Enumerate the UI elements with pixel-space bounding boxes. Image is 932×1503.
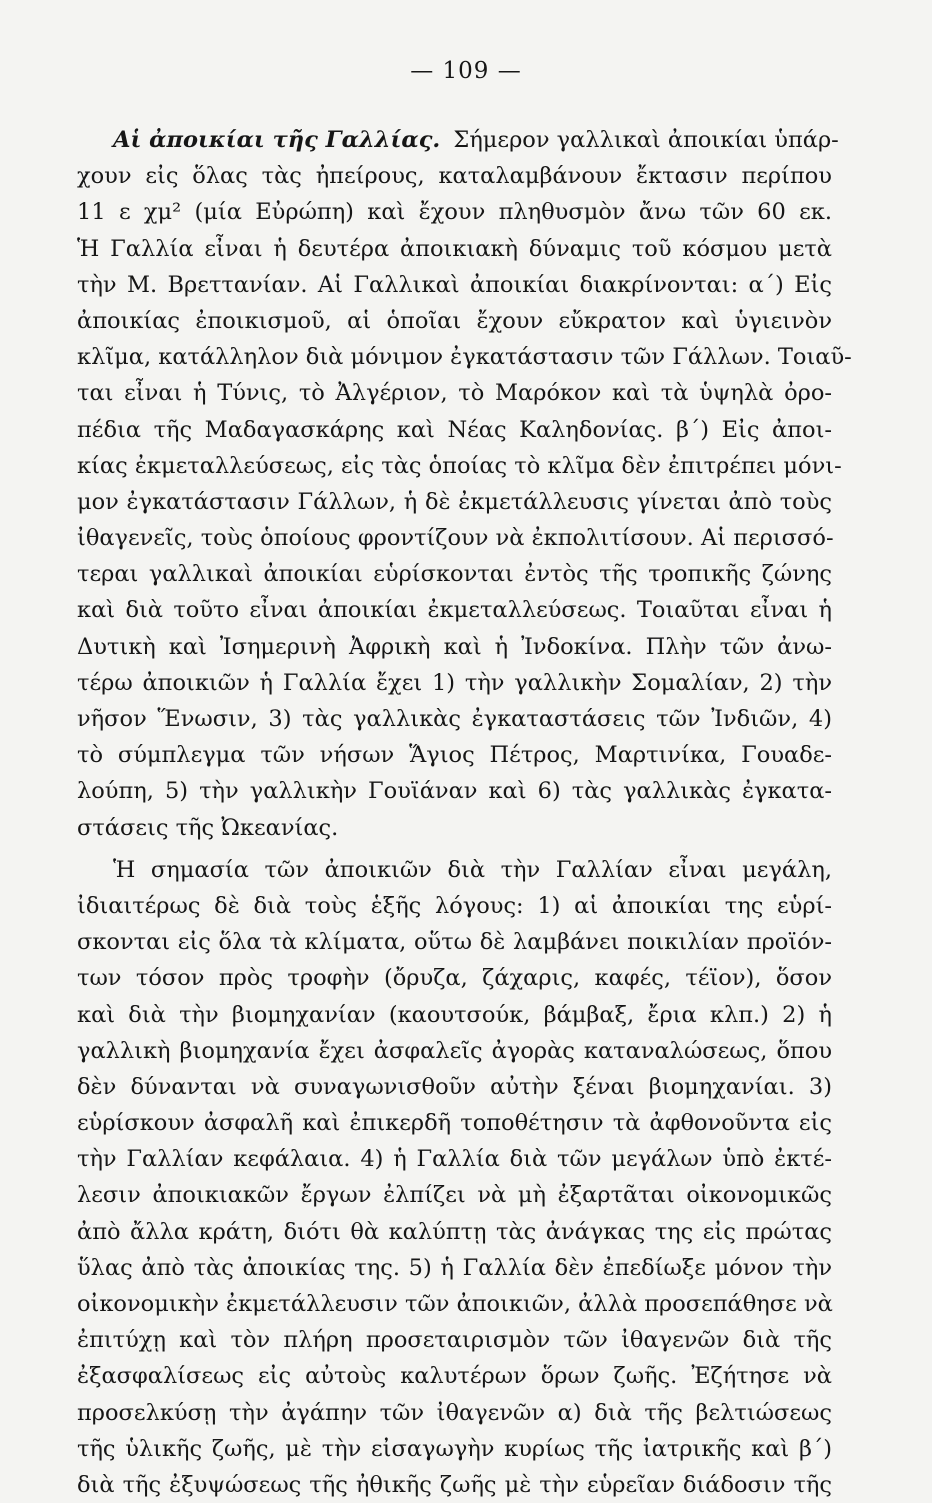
text-line: κλῖμα, κατάλληλον διὰ μόνιμον ἐγκατάστασιν τῶν Γάλλων. Τοιαῦ- [77, 344, 852, 371]
text-line: Σήμερον γαλλικαὶ ἀποικίαι ὑπάρ- [453, 127, 839, 153]
text-line: καὶ διὰ τὴν βιομηχανίαν (καουτσούκ, βάμβαξ, ἔρια κλπ.) 2) ἡ [77, 1001, 832, 1028]
text-line: οἰκονομικὴν ἐκμετάλλευσιν τῶν ἀποικιῶν, ἀλλὰ προσεπάθησε νὰ [77, 1291, 833, 1317]
paragraph-first-line [77, 122, 839, 158]
text-line: πέδια τῆς Μαδαγασκάρης καὶ Νέας Καληδονίας. β΄) Εἰς ἀποι- [77, 416, 832, 443]
text-line: νῆσον Ἕνωσιν, 3) τὰς γαλλικὰς ἐγκαταστάσεις τῶν Ἰνδιῶν, 4) [77, 706, 832, 732]
paragraph-first-line: Ἡ σημασία τῶν ἀποικιῶν διὰ τὴν Γαλλίαν εἶναι μεγάλη, [113, 856, 832, 883]
text-line: ἐπιτύχῃ καὶ τὸν πλήρη προσεταιρισμὸν τῶν ἰθαγενῶν διὰ τῆς [77, 1327, 832, 1354]
text-line: 11 ε χμ² (μία Εὐρώπη) καὶ ἔχουν πληθυσμὸν ἄνω τῶν 60 εκ. [77, 199, 832, 226]
page-number: — 109 — [410, 58, 522, 84]
text-line: των τόσον πρὸς τροφὴν (ὄρυζα, ζάχαρις, καφές, τέϊον), ὅσον [77, 965, 832, 992]
section-heading: Αἱ ἀποικίαι τῆς Γαλλίας. [113, 127, 441, 153]
text-line: καὶ διὰ τοῦτο εἶναι ἀποικίαι ἐκμεταλλεύσεως. Τοιαῦται εἶναι ἡ [77, 597, 832, 624]
text-line: τὴν Μ. Βρεττανίαν. Αἱ Γαλλικαὶ ἀποικίαι διακρίνονται: α΄) Εἰς [77, 271, 832, 298]
text-line: σκονται εἰς ὅλα τὰ κλίματα, οὕτω δὲ λαμβάνει ποικιλίαν προϊόν- [77, 929, 832, 956]
text-line: Δυτικὴ καὶ Ἰσημερινὴ Ἀφρικὴ καὶ ἡ Ἰνδοκίνα. Πλὴν τῶν ἀνω- [77, 633, 832, 660]
text-line: ἐξασφαλίσεως εἰς αὐτοὺς καλυτέρων ὅρων ζωῆς. Ἐζήτησε νὰ [77, 1363, 832, 1390]
text-line: κίας ἐκμεταλλεύσεως, εἰς τὰς ὁποίας τὸ κλῖμα δὲν ἐπιτρέπει μόνι- [77, 452, 842, 479]
text-line: προσελκύσῃ τὴν ἀγάπην τῶν ἰθαγενῶν α) διὰ τῆς βελτιώσεως [77, 1399, 832, 1426]
text-line: μον ἐγκατάστασιν Γάλλων, ἡ δὲ ἐκμετάλλευσις γίνεται ἀπὸ τοὺς [77, 488, 832, 515]
text-line: τὸ σύμπλεγμα τῶν νήσων Ἅγιος Πέτρος, Μαρτινίκα, Γουαδε- [77, 742, 832, 769]
paragraph-importance-of-colonies [77, 852, 832, 1503]
body-text [77, 122, 852, 1503]
text-line: ὕλας ἀπὸ τὰς ἀποικίας της. 5) ἡ Γαλλία δὲν ἐπεδίωξε μόνον τὴν [77, 1254, 832, 1281]
paragraph-colonies-of-france [77, 122, 852, 846]
text-line: Ἡ Γαλλία εἶναι ἡ δευτέρα ἀποικιακὴ δύναμις τοῦ κόσμου μετὰ [77, 235, 832, 262]
text-line: λούπη, 5) τὴν γαλλικὴν Γουϊάναν καὶ 6) τὰς γαλλικὰς ἐγκατα- [77, 778, 832, 805]
text-line: ἀποικίας ἐποικισμοῦ, αἱ ὁποῖαι ἔχουν εὔκρατον καὶ ὑγιεινὸν [77, 307, 832, 334]
text-line: ἰθαγενεῖς, τοὺς ὁποίους φροντίζουν νὰ ἐκπολιτίσουν. Αἱ περισσό- [77, 525, 834, 552]
text-line: εὑρίσκουν ἀσφαλῆ καὶ ἐπικερδῆ τοποθέτησιν τὰ ἀφθονοῦντα εἰς [77, 1110, 832, 1137]
text-line: στάσεις τῆς Ὠκεανίας. [77, 814, 339, 841]
text-line: δὲν δύνανται νὰ συναγωνισθοῦν αὐτὴν ξέναι βιομηχανίαι. 3) [77, 1073, 832, 1100]
text-line: ἀπὸ ἄλλα κράτη, διότι θὰ καλύπτῃ τὰς ἀνάγκας της εἰς πρώτας [77, 1218, 832, 1245]
text-line: ἰδιαιτέρως δὲ διὰ τοὺς ἑξῆς λόγους: 1) αἱ ἀποικίαι της εὑρί- [77, 892, 832, 919]
text-line: τὴν Γαλλίαν κεφάλαια. 4) ἡ Γαλλία διὰ τῶν μεγάλων ὑπὸ ἐκτέ- [77, 1146, 832, 1173]
text-line: τῆς ὑλικῆς ζωῆς, μὲ τὴν εἰσαγωγὴν κυρίως τῆς ἰατρικῆς καὶ β΄) [77, 1435, 832, 1462]
text-line: τέρω ἀποικιῶν ἡ Γαλλία ἔχει 1) τὴν γαλλικὴν Σομαλίαν, 2) τὴν [77, 669, 832, 696]
text-line: γαλλικὴ βιομηχανία ἔχει ἀσφαλεῖς ἀγορὰς καταναλώσεως, ὅπου [77, 1037, 832, 1064]
text-line: λεσιν ἀποικιακῶν ἔργων ἐλπίζει νὰ μὴ ἐξαρτᾶται οἰκονομικῶς [77, 1182, 832, 1209]
text-line: χουν εἰς ὅλας τὰς ἠπείρους, καταλαμβάνουν ἔκτασιν περίπου [77, 163, 832, 190]
text-line: ται εἶναι ἡ Τύνις, τὸ Ἀλγέριον, τὸ Μαρόκον καὶ τὰ ὑψηλὰ ὀρο- [77, 380, 832, 407]
text-line: τεραι γαλλικαὶ ἀποικίαι εὑρίσκονται ἐντὸς τῆς τροπικῆς ζώνης [77, 561, 832, 588]
text-line: διὰ τῆς ἐξυψώσεως τῆς ἠθικῆς ζωῆς μὲ τὴν εὑρεῖαν διάδοσιν τῆς [77, 1471, 832, 1498]
